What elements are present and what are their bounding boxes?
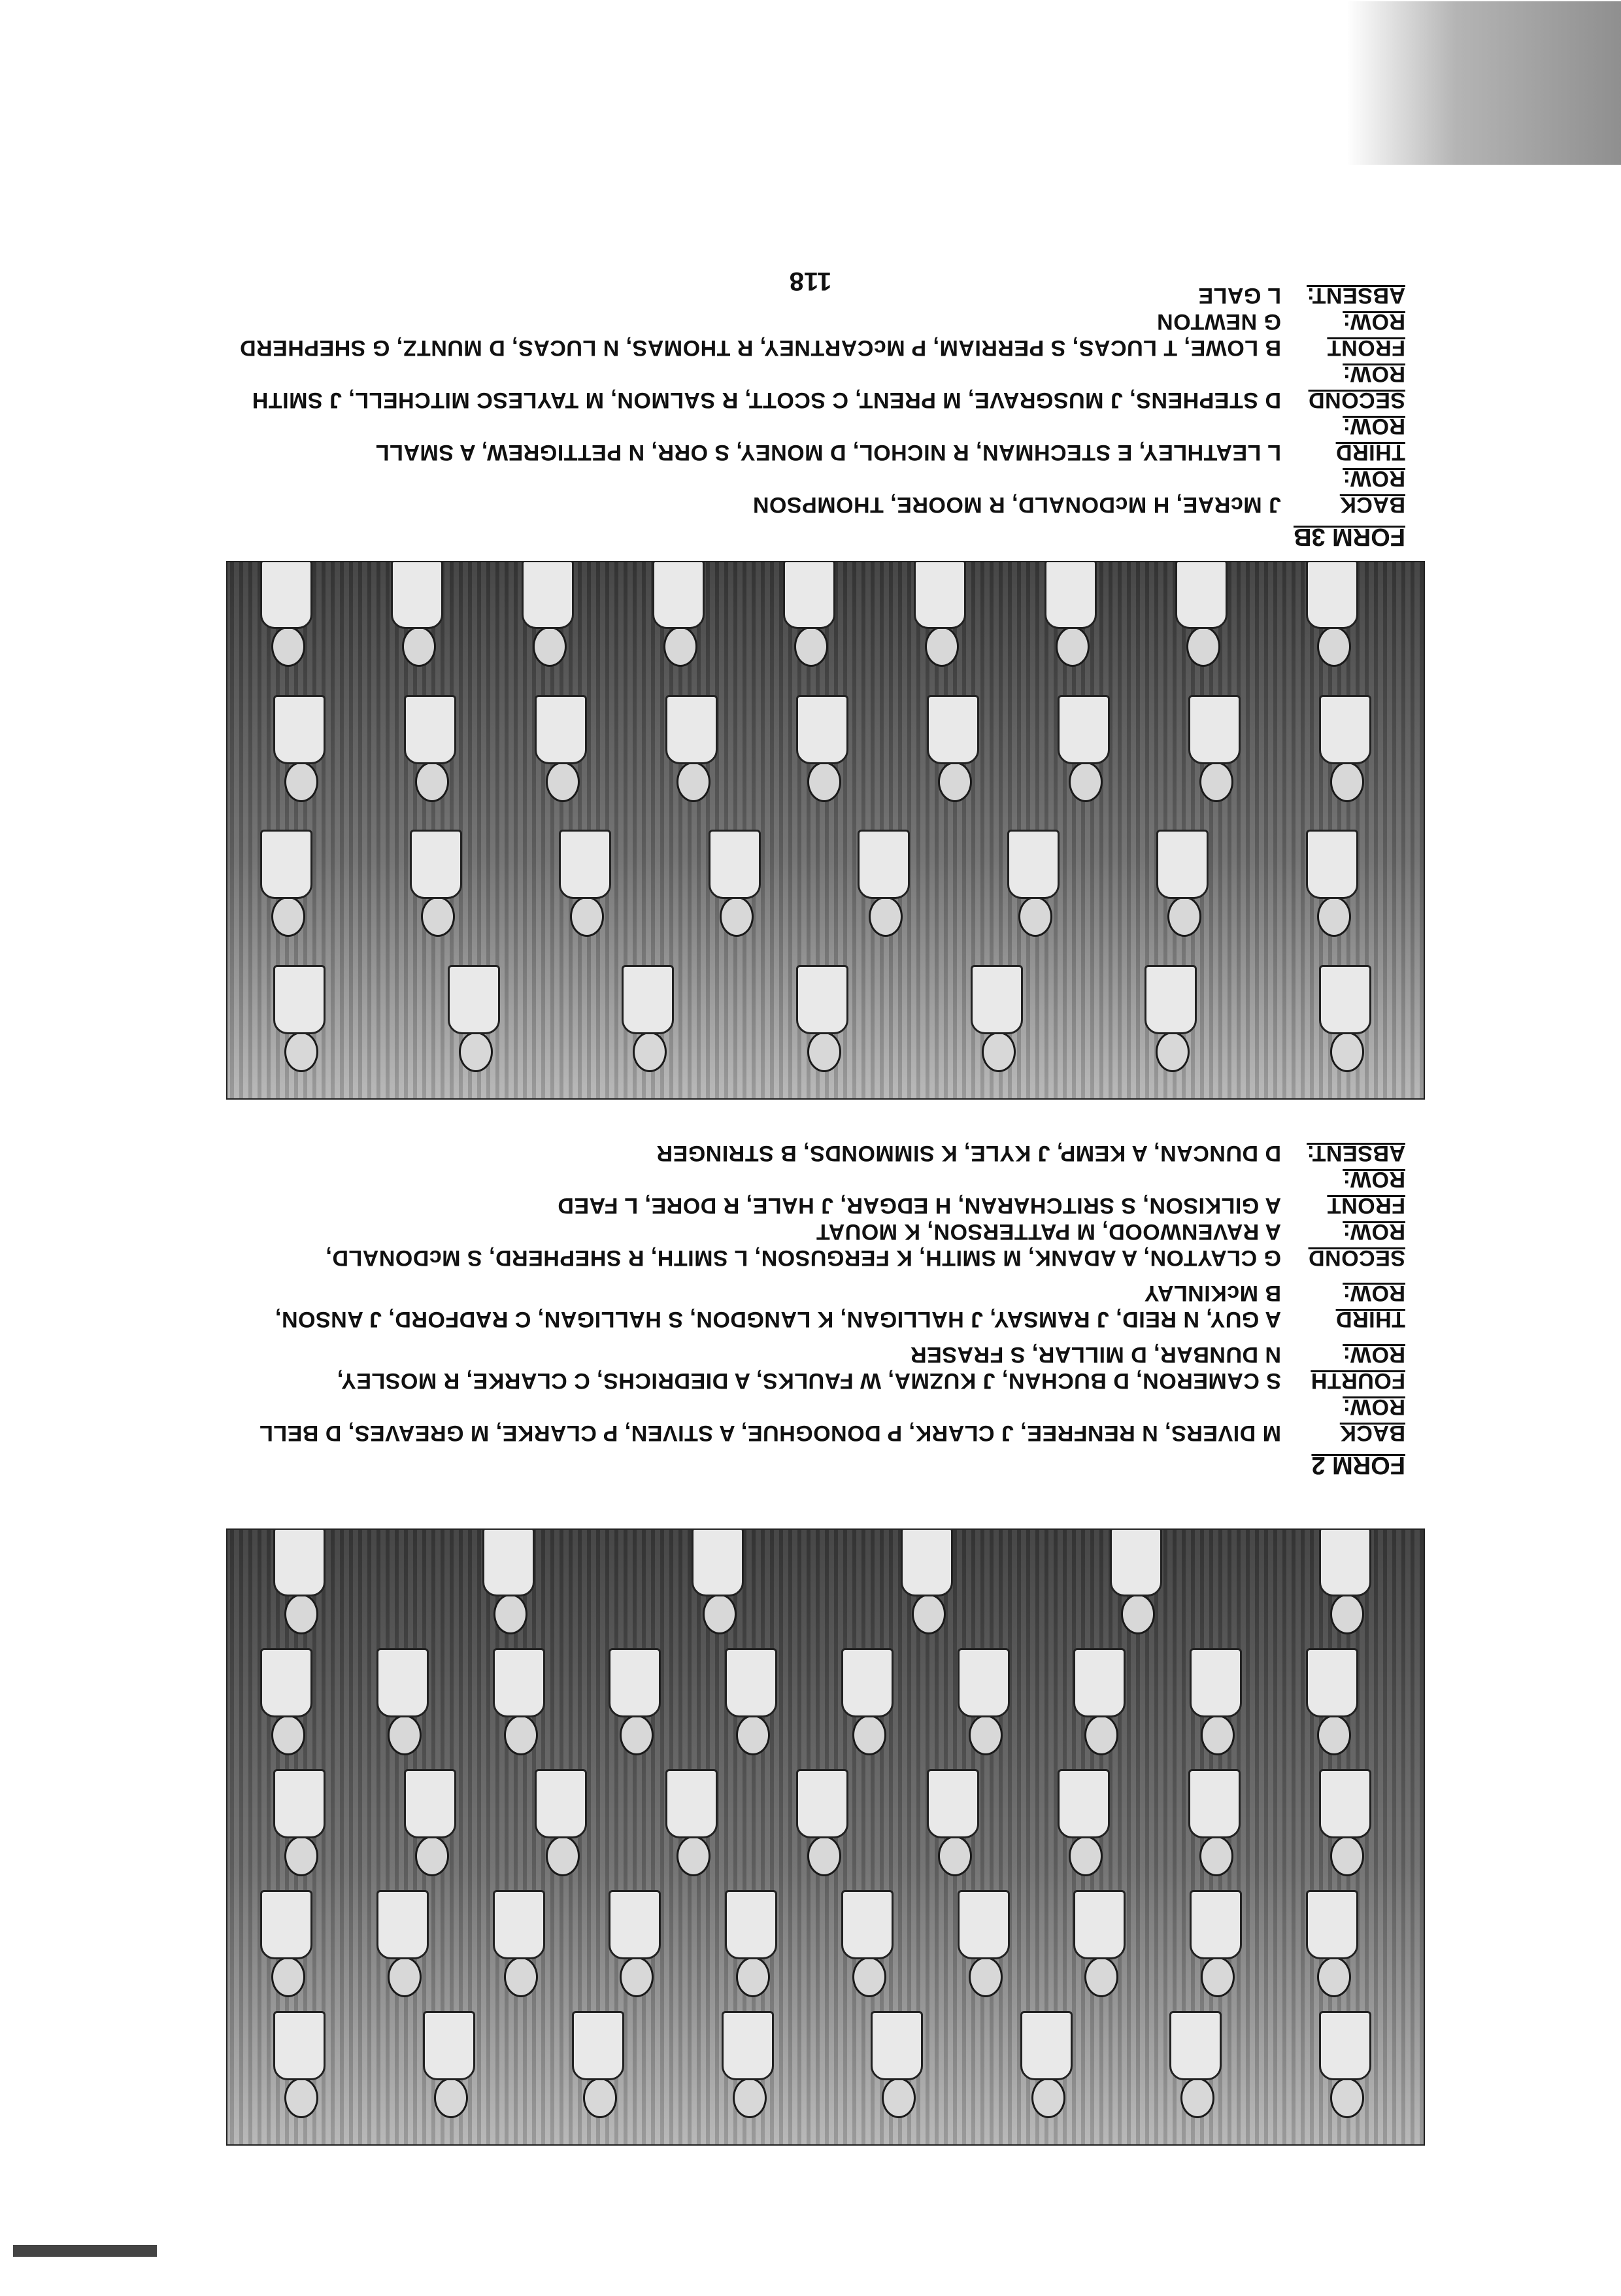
person-body: [709, 830, 761, 899]
person-head: [733, 2078, 767, 2118]
photo-person: [1048, 562, 1097, 667]
person-head: [807, 762, 841, 802]
person-head: [982, 1032, 1016, 1072]
photo-person: [1192, 698, 1241, 802]
person-head: [736, 1957, 770, 1997]
form2-class-photo: [226, 1528, 1425, 2146]
photo-person: [414, 832, 462, 937]
person-head: [415, 1836, 449, 1876]
photo-person: [1173, 2014, 1222, 2118]
person-head: [869, 896, 903, 937]
photo-person: [1194, 1893, 1242, 1997]
person-head: [1330, 762, 1364, 802]
row-names: G CLAYTON, A ADANK, M SMITH, K FERGUSON, L SMITH, R SHEPHERD, S McDONALD,: [325, 1245, 1281, 1270]
row-names: A GILKISON, S SRITCHARAN, H EDGAR, J HALE, R DORE, L FAED: [557, 1193, 1281, 1218]
photo-person: [1077, 1651, 1126, 1755]
person-head: [677, 1836, 710, 1876]
photo-person: [264, 1893, 312, 1997]
form3b-row: [98, 282, 1405, 309]
person-body: [1020, 2011, 1073, 2080]
person-head: [807, 1032, 841, 1072]
photo-person: [1323, 1530, 1371, 1634]
photo-person: [1194, 1651, 1242, 1755]
person-body: [410, 830, 462, 899]
person-head: [1031, 2078, 1065, 2118]
person-body: [725, 1648, 777, 1717]
person-body: [260, 1890, 312, 1959]
photo-person: [264, 832, 312, 937]
scan-shadow: [1346, 1, 1621, 165]
row-label: BACK ROW:: [1339, 1394, 1405, 1445]
person-head: [1069, 1836, 1103, 1876]
person-head: [1317, 626, 1351, 667]
person-head: [969, 1715, 1003, 1755]
form2-title: FORM 2: [1311, 1451, 1405, 1479]
person-body: [1007, 830, 1060, 899]
person-body: [1073, 1648, 1126, 1717]
row-names: A GUY, N REID, J RAMSAY, J HALLIGAN, K LANGDON, S HALLIGAN, C RADFORD, J ANSON,: [275, 1307, 1281, 1332]
person-head: [1199, 762, 1233, 802]
photo-person: [539, 698, 587, 802]
person-body: [273, 1769, 326, 1838]
photo-person: [526, 562, 574, 667]
person-body: [1169, 2011, 1222, 2080]
row-names: J McRAE, H McDONALD, R MOORE, THOMPSON: [752, 492, 1281, 517]
photo-person: [497, 1651, 545, 1755]
person-head: [736, 1715, 770, 1755]
photo-person: [1310, 562, 1358, 667]
person-body: [914, 561, 966, 629]
person-body: [559, 830, 611, 899]
person-body: [783, 561, 835, 629]
row-label: ABSENT:: [1307, 1141, 1405, 1166]
person-head: [852, 1715, 886, 1755]
person-body: [796, 695, 848, 764]
person-body: [273, 695, 326, 764]
photo-person: [931, 698, 979, 802]
photo-person: [787, 562, 835, 667]
person-head: [620, 1715, 654, 1755]
photo-person: [1061, 698, 1110, 802]
person-body: [971, 965, 1023, 1034]
person-body: [493, 1648, 545, 1717]
person-body: [448, 965, 500, 1034]
photo-person: [1179, 562, 1228, 667]
row-names: M DIVERS, N RENFREE, J CLARK, P DONOGHUE, A STIVEN, P CLARKE, M GREAVES, D BELL: [259, 1421, 1281, 1445]
person-head: [703, 1594, 737, 1634]
person-body: [927, 1769, 979, 1838]
person-head: [882, 2078, 916, 2118]
photo-person: [875, 2014, 923, 2118]
form3b-class-photo: [226, 561, 1425, 1100]
photo-person: [845, 1651, 894, 1755]
person-head: [1199, 1836, 1233, 1876]
person-body: [1319, 1528, 1371, 1596]
person-head: [1317, 1715, 1351, 1755]
photo-person: [1024, 2014, 1073, 2118]
photo-people: [227, 562, 1424, 1098]
person-head: [938, 1836, 972, 1876]
person-body: [1190, 1648, 1242, 1717]
person-body: [482, 1528, 535, 1596]
row-names: N DUNBAR, D MILLAR, S FRASER: [910, 1342, 1281, 1367]
person-head: [1201, 1715, 1235, 1755]
person-body: [376, 1890, 429, 1959]
person-body: [273, 1528, 326, 1596]
person-body: [858, 830, 910, 899]
person-head: [1018, 896, 1052, 937]
row-label: SECOND ROW:: [1308, 1219, 1405, 1270]
person-head: [546, 762, 580, 802]
row-names: D DUNCAN, A KEMP, J KYLE, K SIMMONDS, B STRINGER: [656, 1141, 1281, 1166]
person-head: [1121, 1594, 1155, 1634]
person-body: [1044, 561, 1097, 629]
photo-people: [227, 1530, 1424, 2144]
person-body: [1073, 1890, 1126, 1959]
row-names: D STEPHENS, J MUSGRAVE, M PRENT, C SCOTT, R SALMON, M TAYLESC MITCHELL, J SMITH: [252, 388, 1281, 413]
photo-person: [1310, 832, 1358, 937]
photo-person: [486, 1530, 535, 1634]
form2-row: [59, 1394, 1405, 1446]
person-body: [1110, 1528, 1162, 1596]
person-body: [572, 2011, 624, 2080]
row-names: L LEATHLEY, E STECHMAN, R NICHOL, D MONEY, S ORR, N PETTIGREW, A SMALL: [375, 440, 1281, 465]
person-body: [376, 1648, 429, 1717]
form3b-title: FORM 3B: [1294, 523, 1405, 550]
person-body: [609, 1648, 661, 1717]
photo-person: [1160, 832, 1209, 937]
person-head: [284, 1594, 318, 1634]
row-label: FOURTH ROW:: [1311, 1342, 1405, 1393]
person-head: [938, 762, 972, 802]
photo-person: [729, 1651, 777, 1755]
person-body: [927, 695, 979, 764]
person-body: [1058, 695, 1110, 764]
person-head: [1317, 1957, 1351, 1997]
photo-person: [918, 562, 966, 667]
photo-person: [1061, 1772, 1110, 1876]
person-body: [493, 1890, 545, 1959]
person-body: [1306, 561, 1358, 629]
photo-person: [656, 562, 705, 667]
person-head: [1330, 1594, 1364, 1634]
person-head: [852, 1957, 886, 1997]
person-body: [622, 965, 674, 1034]
form2-row: [59, 1166, 1405, 1219]
person-body: [871, 2011, 923, 2080]
person-body: [1058, 1769, 1110, 1838]
form2-row: [59, 1219, 1405, 1271]
row-label: FRONT ROW:: [1327, 309, 1405, 360]
person-body: [609, 1890, 661, 1959]
scan-artifact: [13, 2245, 157, 2257]
person-body: [260, 561, 312, 629]
person-head: [459, 1032, 493, 1072]
photo-person: [669, 698, 718, 802]
photo-person: [563, 832, 611, 937]
person-body: [1188, 1769, 1241, 1838]
person-head: [271, 626, 305, 667]
form3b-names: [98, 282, 1405, 518]
person-head: [271, 1957, 305, 1997]
person-head: [271, 896, 305, 937]
person-body: [1156, 830, 1209, 899]
person-head: [663, 626, 697, 667]
person-head: [533, 626, 567, 667]
person-body: [1306, 1648, 1358, 1717]
person-body: [665, 695, 718, 764]
row-label: THIRD ROW:: [1335, 1281, 1405, 1332]
photo-person: [277, 1530, 326, 1634]
person-body: [535, 695, 587, 764]
person-head: [912, 1594, 946, 1634]
person-body: [535, 1769, 587, 1838]
person-body: [1175, 561, 1228, 629]
person-head: [1156, 1032, 1190, 1072]
person-body: [841, 1890, 894, 1959]
photo-person: [726, 2014, 774, 2118]
person-body: [722, 2011, 774, 2080]
person-body: [423, 2011, 475, 2080]
person-head: [720, 896, 754, 937]
photo-person: [905, 1530, 953, 1634]
row-label: BACK ROW:: [1339, 466, 1405, 517]
photo-person: [380, 1651, 429, 1755]
person-body: [958, 1890, 1010, 1959]
photo-person: [1114, 1530, 1162, 1634]
photo-person: [800, 698, 848, 802]
person-body: [273, 965, 326, 1034]
person-body: [1190, 1890, 1242, 1959]
row-names: L GALE: [1197, 283, 1281, 308]
page-number: 118: [789, 267, 832, 295]
photo-person: [975, 968, 1023, 1072]
person-head: [633, 1032, 667, 1072]
person-body: [1319, 2011, 1371, 2080]
row-names: G NEWTON: [1156, 309, 1281, 334]
person-head: [1180, 2078, 1214, 2118]
photo-person: [427, 2014, 475, 2118]
photo-person: [1310, 1651, 1358, 1755]
person-body: [725, 1890, 777, 1959]
photo-person: [800, 968, 848, 1072]
row-names: S CAMERON, D BUCHAN, J KUZMA, W FAULKS, A DIEDRICHS, C CLARKE, R MOSLEY,: [337, 1368, 1281, 1393]
person-head: [794, 626, 828, 667]
photo-person: [1323, 1772, 1371, 1876]
photo-person: [1011, 832, 1060, 937]
photo-person: [497, 1893, 545, 1997]
person-body: [1319, 965, 1371, 1034]
person-body: [391, 561, 443, 629]
person-head: [402, 626, 436, 667]
photo-person: [576, 2014, 624, 2118]
photo-person: [395, 562, 443, 667]
person-head: [421, 896, 455, 937]
photo-person: [1148, 968, 1197, 1072]
person-body: [260, 1648, 312, 1717]
person-body: [1319, 695, 1371, 764]
photo-person: [380, 1893, 429, 1997]
person-head: [434, 2078, 468, 2118]
person-body: [404, 1769, 456, 1838]
person-head: [493, 1594, 527, 1634]
photo-person: [612, 1893, 661, 1997]
person-head: [271, 1715, 305, 1755]
photo-person: [861, 832, 910, 937]
row-names: B McKINLAY: [1144, 1281, 1281, 1306]
photo-person: [626, 968, 674, 1072]
photo-person: [408, 698, 456, 802]
form3b-row: [98, 309, 1405, 361]
photo-person: [1310, 1893, 1358, 1997]
photo-person: [539, 1772, 587, 1876]
row-names: B LOWE, T LUCAS, S PERRIAM, P McCARTNEY, R THOMAS, N LUCAS, D MUNTZ, G SHEPHERD: [239, 335, 1281, 360]
person-head: [1084, 1957, 1118, 1997]
person-head: [284, 762, 318, 802]
person-head: [504, 1715, 538, 1755]
person-head: [1317, 896, 1351, 937]
person-body: [404, 695, 456, 764]
person-body: [1145, 965, 1197, 1034]
person-body: [958, 1648, 1010, 1717]
photo-person: [961, 1651, 1010, 1755]
person-body: [901, 1528, 953, 1596]
person-body: [692, 1528, 744, 1596]
photo-person: [1192, 1772, 1241, 1876]
person-head: [1330, 2078, 1364, 2118]
person-head: [969, 1957, 1003, 1997]
person-head: [504, 1957, 538, 1997]
person-head: [1056, 626, 1090, 667]
photo-person: [1323, 2014, 1371, 2118]
photo-person: [612, 1651, 661, 1755]
photo-person: [277, 698, 326, 802]
person-head: [1069, 762, 1103, 802]
person-head: [925, 626, 959, 667]
row-label: SECOND ROW:: [1308, 362, 1405, 413]
form2-names: [59, 1140, 1405, 1446]
person-head: [284, 1836, 318, 1876]
person-body: [522, 561, 574, 629]
photo-person: [845, 1893, 894, 1997]
person-head: [620, 1957, 654, 1997]
photo-person: [1077, 1893, 1126, 1997]
form3b-row: [98, 465, 1405, 518]
person-head: [570, 896, 604, 937]
person-body: [1306, 1890, 1358, 1959]
photo-person: [669, 1772, 718, 1876]
person-body: [1319, 1769, 1371, 1838]
photo-person: [729, 1893, 777, 1997]
photo-person: [277, 1772, 326, 1876]
person-body: [652, 561, 705, 629]
photo-person: [264, 562, 312, 667]
photo-person: [961, 1893, 1010, 1997]
person-head: [1201, 1957, 1235, 1997]
row-label: ABSENT:: [1307, 283, 1405, 308]
photo-person: [1323, 968, 1371, 1072]
row-names: A RAVENWOOD, M PATTERSON, K MOUAT: [816, 1219, 1281, 1244]
photo-person: [695, 1530, 744, 1634]
person-body: [1188, 695, 1241, 764]
photo-person: [931, 1772, 979, 1876]
photo-person: [800, 1772, 848, 1876]
row-label: THIRD ROW:: [1335, 414, 1405, 465]
person-head: [284, 2078, 318, 2118]
photo-person: [1323, 698, 1371, 802]
person-body: [841, 1648, 894, 1717]
person-head: [415, 762, 449, 802]
person-head: [1167, 896, 1201, 937]
photo-person: [264, 1651, 312, 1755]
person-head: [1330, 1836, 1364, 1876]
person-body: [1306, 830, 1358, 899]
form2-row: [59, 1280, 1405, 1332]
person-head: [583, 2078, 617, 2118]
person-head: [546, 1836, 580, 1876]
photo-person: [277, 2014, 326, 2118]
person-head: [388, 1957, 422, 1997]
person-head: [677, 762, 710, 802]
person-body: [796, 1769, 848, 1838]
person-head: [284, 1032, 318, 1072]
person-head: [807, 1836, 841, 1876]
form2-row: [59, 1342, 1405, 1394]
photo-person: [408, 1772, 456, 1876]
person-head: [1330, 1032, 1364, 1072]
row-label: FRONT ROW:: [1327, 1167, 1405, 1218]
person-body: [260, 830, 312, 899]
photo-person: [452, 968, 500, 1072]
form3b-row: [98, 361, 1405, 413]
person-body: [273, 2011, 326, 2080]
photo-person: [277, 968, 326, 1072]
person-head: [1186, 626, 1220, 667]
form2-row: [59, 1140, 1405, 1166]
person-head: [388, 1715, 422, 1755]
photo-person: [712, 832, 761, 937]
person-body: [796, 965, 848, 1034]
person-body: [665, 1769, 718, 1838]
person-head: [1084, 1715, 1118, 1755]
form3b-row: [98, 413, 1405, 465]
